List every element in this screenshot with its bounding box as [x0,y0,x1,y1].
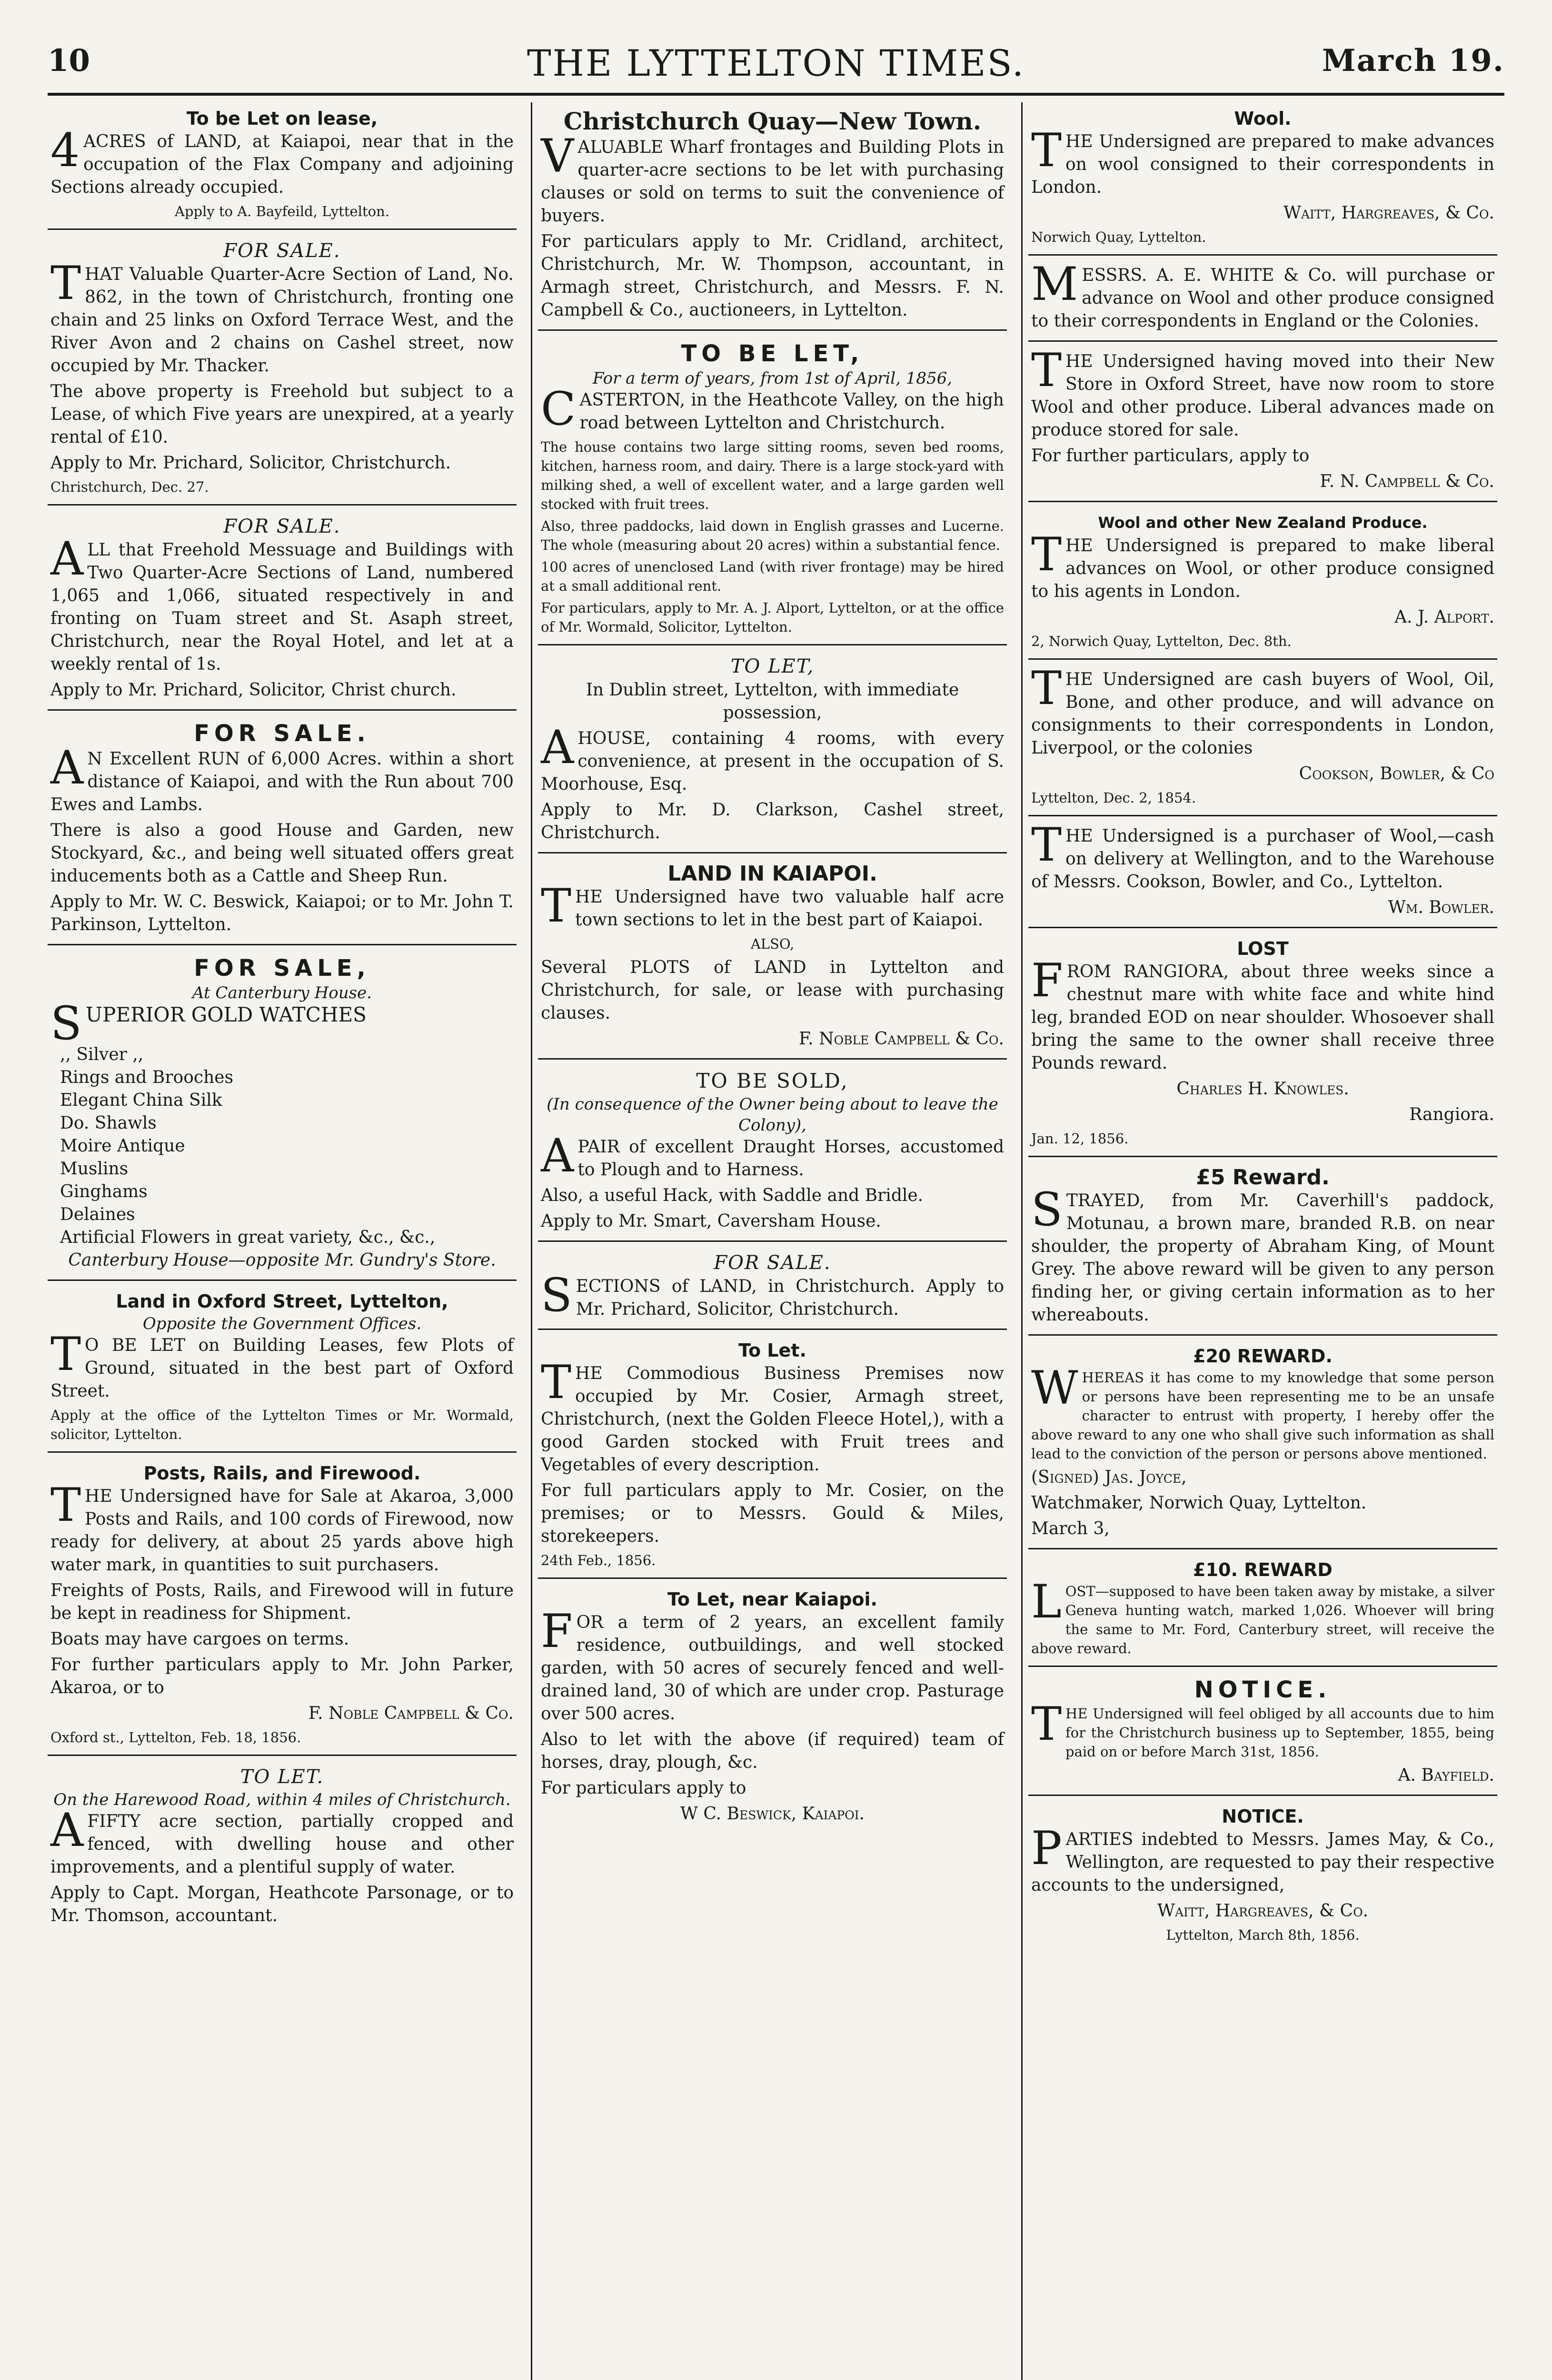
advert-body: Also, three paddocks, laid down in English grasses and Lucerne. The whole (measuring about 20 acres) within a substantial fence. [541,518,1004,553]
advert-heading: TO BE LET, [681,340,864,367]
masthead-rule [48,93,1504,96]
advert-body: HEREAS it has come to my knowledge that some person or persons have been representing me to be an unsafe character to entrust with property, I hereby offer the above reward to any one who shall give such information as shall lead to the conviction of the person or persons above mentioned. [1031,1369,1494,1462]
list-item: Artificial Flowers in great variety, &c., &c., [60,1228,436,1247]
drop-cap: W [1031,1361,1078,1415]
advert-heading: To be Let on lease, [186,108,378,129]
drop-cap: T [1031,662,1062,715]
drop-cap: T [1031,344,1062,397]
advert-body: HE Undersigned having moved into their New Store in Oxford Street, have now room to store Wool and other produce. Liberal advances made on produce stored for sale. [1031,352,1494,440]
advert-wool-produce [1028,509,1497,660]
advert-body: Boats may have cargoes on terms. [50,1629,349,1649]
advert-body: O BE LET on Building Leases, few Plots of Ground, situated in the best part of Oxford Street. [50,1336,514,1401]
advert-body: For further particulars, apply to [1031,446,1310,466]
advert-subheading: On the Harewood Road, within 4 miles of Christchurch. [53,1790,511,1809]
masthead [48,38,1504,86]
advert-body: OR a term of 2 years, an excellent family residence, outbuildings, and well stocked garden, with 50 acres of securely fenced and well-drained land, 30 of which are under crop. Pasturage over 500 acres. [541,1613,1004,1724]
list-item: Elegant China Silk [60,1091,222,1110]
drop-cap: V [541,129,574,183]
advert-near-kaiapoi [538,1586,1007,1833]
advert-body: HE Undersigned is prepared to make liberal advances on Wool, or other produce consigned to his agents in London. [1031,536,1494,601]
advert-date: Jan. 12, 1856. [1031,1130,1129,1147]
advert-heading: FOR SALE. [194,720,370,747]
advert-also: ALSO, [750,936,795,952]
advert-body: Several PLOTS of LAND in Lyttelton and Christchurch, for sale, or lease with purchasing clauses. [541,958,1004,1023]
drop-cap: F [541,1605,573,1658]
drop-cap: T [50,257,81,310]
advert-body: There is also a good House and Garden, new Stockyard, &c., and being well situated offers great inducements both as a Cattle and Sheep Run. [50,821,514,886]
advert-body: HE Undersigned have two valuable half acre town sections to let in the best part of Kaiapoi. [575,887,1004,930]
advert-date: Norwich Quay, Lyttelton. [1031,229,1206,245]
advert-body: For full particulars apply to Mr. Cosier, on the premises; or to Messrs. Gould & Miles, storekeepers. [541,1481,1004,1546]
drop-cap: F [1031,954,1063,1007]
advert-signature: Wm. Bowler. [1388,898,1494,917]
advert-signature: Waitt, Hargreaves, & Co. [1283,203,1494,223]
list-item: ,, Silver ,, [60,1045,144,1064]
advert-lost-mare [1028,935,1497,1157]
drop-cap: S [541,1269,572,1322]
drop-cap: T [50,1328,81,1381]
drop-cap: M [1031,258,1078,311]
column-rule [531,102,532,2380]
drop-cap: A [50,532,84,585]
advert-heading: FOR SALE. [223,516,341,537]
advert-cash-buyers [1028,662,1497,816]
advert-apply: Apply at the office of the Lyttelton Times or Mr. Wormald, solicitor, Lyttelton. [50,1407,514,1442]
column-rule [1021,102,1023,2380]
advert-body: ROM RANGIORA, about three weeks since a chestnut mare with white face and white hind leg, branded EOD on near shoulder. Whosoever shall bring the same to the owner shall receive three Pounds reward. [1031,962,1494,1073]
list-item: Muslins [60,1159,129,1179]
advert-heading: Wool. [1234,108,1292,129]
advert-body: HOUSE, containing 4 rooms, with every convenience, at present in the occupation of S. Moorhouse, Esq. [541,729,1004,794]
advert-body: Also to let with the above (if required) team of horses, dray, plough, &c. [541,1730,1004,1772]
advert-date: Oxford st., Lyttelton, Feb. 18, 1856. [50,1729,301,1745]
advert-heading: LOST [1237,938,1289,959]
advert-body: For particulars apply to [541,1778,746,1798]
advert-signature: F. N. Campbell & Co. [1320,472,1494,491]
advert-heading: To Let, near Kaiapoi. [667,1589,877,1610]
page-number: 10 [48,43,90,79]
drop-cap: A [541,721,574,774]
advert-body: 100 acres of unenclosed Land (with river frontage) may be hired at a small additional rent. [541,559,1004,594]
advert-heading: TO BE SOLD, [696,1069,849,1092]
drop-cap: L [1031,1575,1062,1628]
advert-signature: A. J. Alport. [1394,607,1494,627]
advert-wool [1028,105,1497,256]
advert-twenty-pound-reward [1028,1342,1497,1549]
advert-body: HAT Valuable Quarter-Acre Section of Land, No. 862, in the town of Christchurch, fronting one chain and 25 links on Oxford Terrace West, and the River Avon and 2 chains on Cashel street, now occupied by Mr. Thacker. [50,265,514,376]
advert-signature: F. Noble Campbell & Co. [798,1029,1004,1049]
advert-five-pound-reward [1028,1164,1497,1336]
advert-christchurch-quay [538,105,1007,331]
advert-freehold-messuage [48,512,517,711]
advert-date: March 3, [1031,1519,1110,1538]
newspaper-title: THE LYTTELTON TIMES. [527,42,1025,84]
column-2 [538,105,1007,2380]
advert-body: HE Commodious Business Premises now occupied by Mr. Cosier, Armagh street, Christchurch, (next the Golden Fleece Hotel,), with a good Garden stocked with Fruit trees and Vegetables of every description. [541,1364,1004,1475]
advert-run-sale [48,717,517,945]
advert-body: TRAYED, from Mr. Caverhill's paddock, Motunau, a brown mare, branded R.B. on near shoulder, the property of Abraham King, of Mount Grey. The above reward will be given to any person finding her, or giving certain information as to her whereabouts. [1031,1191,1494,1325]
advert-signature: Charles H. Knowles. [1176,1079,1349,1099]
advert-wool-purchaser [1028,818,1497,928]
advert-subheading: For a term of years, from 1st of April, 1856, [592,369,953,388]
advert-draught-horses [538,1066,1007,1242]
issue-date: March 19. [1322,43,1504,79]
advert-sections-of-land [538,1249,1007,1330]
drop-cap: A [541,1129,574,1182]
list-item: Rings and Brooches [60,1068,234,1087]
drop-cap: P [1031,1822,1062,1875]
drop-cap: T [1031,124,1062,177]
list-item: Do. Shawls [60,1113,157,1133]
list-item: Delaines [60,1205,135,1224]
advert-business-premises [538,1337,1007,1579]
advert-canterbury-house [48,952,517,1281]
advert-body: HE Undersigned are cash buyers of Wool, Oil, Bone, and other produce, and will advance on consignments to their correspondents in London, Liverpool, or the colonies [1031,670,1494,758]
advert-heading: FOR SALE, [194,955,370,982]
advert-body: LL that Freehold Messuage and Buildings with Two Quarter-Acre Sections of Land, numbered 1,065 and 1,066, situated respectively in and fronting on Tuam street and St. Asaph street, Christchurch, near the Royal Hotel, and let at a weekly rental of 1s. [50,540,514,674]
drop-cap: C [541,382,576,436]
advert-heading: To Let. [738,1340,806,1361]
drop-cap: T [50,1478,81,1532]
advert-heading: £20 REWARD. [1193,1346,1333,1367]
advert-casterton [538,337,1007,645]
advert-body: OST—supposed to have been taken away by mistake, a silver Geneva hunting watch, marked 1,026. Whoever will bring the same to Mr. Ford, Canterbury street, will receive the above reward. [1031,1583,1494,1656]
advert-signature: A. Bayfield. [1398,1765,1494,1785]
drop-cap: T [1031,818,1062,872]
drop-cap: 4 [50,124,80,177]
advert-body: Freights of Posts, Rails, and Firewood will in future be kept in readiness for Shipment. [50,1581,514,1623]
drop-cap: S [50,997,82,1050]
advert-body: Also, a useful Hack, with Saddle and Bridle. [541,1186,924,1205]
advert-signature: (Signed) Jas. Joyce, [1031,1468,1187,1487]
advert-signature: Waitt, Hargreaves, & Co. [1157,1901,1369,1921]
advert-heading: NOTICE. [1222,1806,1304,1827]
list-item: Moire Antique [60,1136,185,1156]
advert-body: For further particulars apply to Mr. John Parker, Akaroa, or to [50,1655,514,1697]
advert-body: PAIR of excellent Draught Horses, accustomed to Plough and to Harness. [577,1137,1004,1180]
advert-body: The house contains two large sitting rooms, seven bed rooms, kitchen, harness room, and dairy. There is a large stock-yard with milking shed, a well of excellent water, and a large garden well stocked with fruit trees. [541,439,1004,512]
advert-harewood-road [48,1763,517,1935]
advert-body: ESSRS. A. E. WHITE & Co. will purchase or advance on Wool and other produce consigned to their correspondents in England or the Colonies. [1031,266,1494,331]
advert-body: HE Undersigned is a purchaser of Wool,—cash on delivery at Wellington, and to the Warehouse of Messrs. Cookson, Bowler, and Co., Lyttelton. [1031,826,1494,892]
advert-body: FIFTY acre section, partially cropped and fenced, with dwelling house and other improvements, and a plentiful supply of water. [50,1812,514,1877]
advert-notice-bayfield [1028,1674,1497,1796]
advert-oxford-street [48,1288,517,1453]
advert-heading: Christchurch Quay—New Town. [563,107,982,135]
advert-place: Rangiora. [1409,1105,1494,1124]
advert-apply: Apply to Mr. Prichard, Solicitor, Christchurch. [50,453,451,473]
advert-notice-may-co [1028,1803,1497,1952]
advert-date: 2, Norwich Quay, Lyttelton, Dec. 8th. [1031,633,1292,649]
advert-date: Lyttelton, March 8th, 1856. [1166,1927,1360,1943]
advert-signature: F. Noble Campbell & Co. [308,1704,514,1723]
advert-body: ACRES of LAND, at Kaiapoi, near that in the occupation of the Flax Company and adjoining Sections already occupied. [50,132,514,197]
advert-heading: Posts, Rails, and Firewood. [143,1463,421,1484]
advert-ten-pound-reward [1028,1556,1497,1667]
advert-land-kaiapoi-lease [48,105,517,230]
advert-apply: Apply to Capt. Morgan, Heathcote Parsonage, or to Mr. Thomson, accountant. [50,1883,514,1925]
advert-body: ARTIES indebted to Messrs. James May, & Co., Wellington, are requested to pay their respective accounts to the undersigned, [1031,1830,1494,1895]
advert-heading: Land in Oxford Street, Lyttelton, [116,1291,448,1312]
advert-heading: FOR SALE. [714,1252,831,1274]
column-1 [48,105,517,2380]
advert-body: ECTIONS of LAND, in Christchurch. Apply to Mr. Prichard, Solicitor, Christchurch. [576,1277,1004,1319]
list-item: Ginghams [60,1182,148,1201]
drop-cap: S [1031,1183,1063,1236]
advert-land-in-kaiapoi [538,860,1007,1060]
advert-heading: NOTICE. [1194,1676,1332,1703]
advert-dublin-street [538,652,1007,853]
advert-body: HE Undersigned will feel obliged by all accounts due to him for the Christchurch business up to September, 1855, being paid on or before March 31st, 1856. [1065,1706,1494,1760]
advert-body: For particulars, apply to Mr. A. J. Alport, Lyttelton, or at the office of Mr. Wormald, Solicitor, Lyttelton. [541,600,1004,635]
advert-posts-rails [48,1459,517,1756]
advert-body: ALUABLE Wharf frontages and Building Plots in quarter-acre sections to be let with purchasing clauses or sold on terms to suit the convenience of buyers. [541,138,1004,226]
advert-signature: Watchmaker, Norwich Quay, Lyttelton. [1031,1493,1367,1513]
advert-date: Christchurch, Dec. 27. [50,479,209,495]
advert-apply: Apply to Mr. Smart, Caversham House. [541,1211,881,1231]
advert-body: ASTERTON, in the Heathcote Valley, on the high road between Lyttelton and Christchurch. [579,390,1004,433]
advert-heading: FOR SALE. [223,240,341,262]
drop-cap: T [1031,528,1062,581]
advert-apply: Apply to Mr. Prichard, Solicitor, Christ church. [50,680,457,700]
advert-new-store [1028,344,1497,502]
advert-white-co [1028,258,1497,342]
advert-heading: £10. REWARD [1193,1559,1333,1580]
advert-heading: TO LET, [730,655,815,677]
advert-heading: LAND IN KAIAPOI. [667,862,877,886]
advert-body: UPERIOR GOLD WATCHES [85,1003,367,1026]
advert-signature: W C. Beswick, Kaiapoi. [680,1804,865,1824]
advert-body: N Excellent RUN of 6,000 Acres. within a short distance of Kaiapoi, and with the Run about 700 Ewes and Lambs. [50,749,514,814]
advert-apply: Apply to Mr. D. Clarkson, Cashel street, Christchurch. [541,800,1004,843]
advert-heading: £5 Reward. [1196,1165,1330,1190]
advert-footer: Canterbury House—opposite Mr. Gundry's Store. [68,1250,496,1270]
advert-apply: Apply to Mr. W. C. Beswick, Kaiapoi; or to Mr. John T. Parkinson, Lyttelton. [50,892,514,934]
advert-subheading: Opposite the Government Offices. [142,1314,422,1333]
advert-heading: Wool and other New Zealand Produce. [1098,514,1428,532]
advert-date: Lyttelton, Dec. 2, 1854. [1031,790,1196,806]
advert-apply: Apply to A. Bayfeild, Lyttelton. [175,203,389,219]
advert-date: 24th Feb., 1856. [541,1552,656,1568]
drop-cap: A [50,1804,84,1857]
drop-cap: T [1031,1697,1062,1751]
column-3 [1028,105,1497,2380]
drop-cap: A [50,741,84,794]
advert-body: For particulars apply to Mr. Cridland, architect, Christchurch, Mr. W. Thompson, accountant, in Armagh street, Christchurch, and Messrs. F. N. Campbell & Co., auctioneers, in Lyttelton. [541,232,1004,320]
advert-body: HE Undersigned are prepared to make advances on wool consigned to their correspondents in London. [1031,132,1494,197]
drop-cap: T [541,1356,572,1409]
advert-quarter-acre-sale [48,237,517,506]
advert-subheading: At Canterbury House. [192,983,372,1002]
advert-subheading: (In consequence of the Owner being about to leave the Colony), [547,1095,998,1135]
advert-body: The above property is Freehold but subject to a Lease, of which Five years are unexpired, at a yearly rental of £10. [50,382,514,447]
advert-signature: Cookson, Bowler, & Co [1299,764,1494,783]
advert-body: HE Undersigned have for Sale at Akaroa, 3,000 Posts and Rails, and 100 cords of Firewood, now ready for delivery, at about 25 yards above high water mark, in quantities to suit purchasers. [50,1487,514,1575]
advert-subheading: In Dublin street, Lyttelton, with immediate possession, [586,680,959,723]
advert-heading: TO LET. [240,1766,324,1788]
drop-cap: T [541,879,572,932]
